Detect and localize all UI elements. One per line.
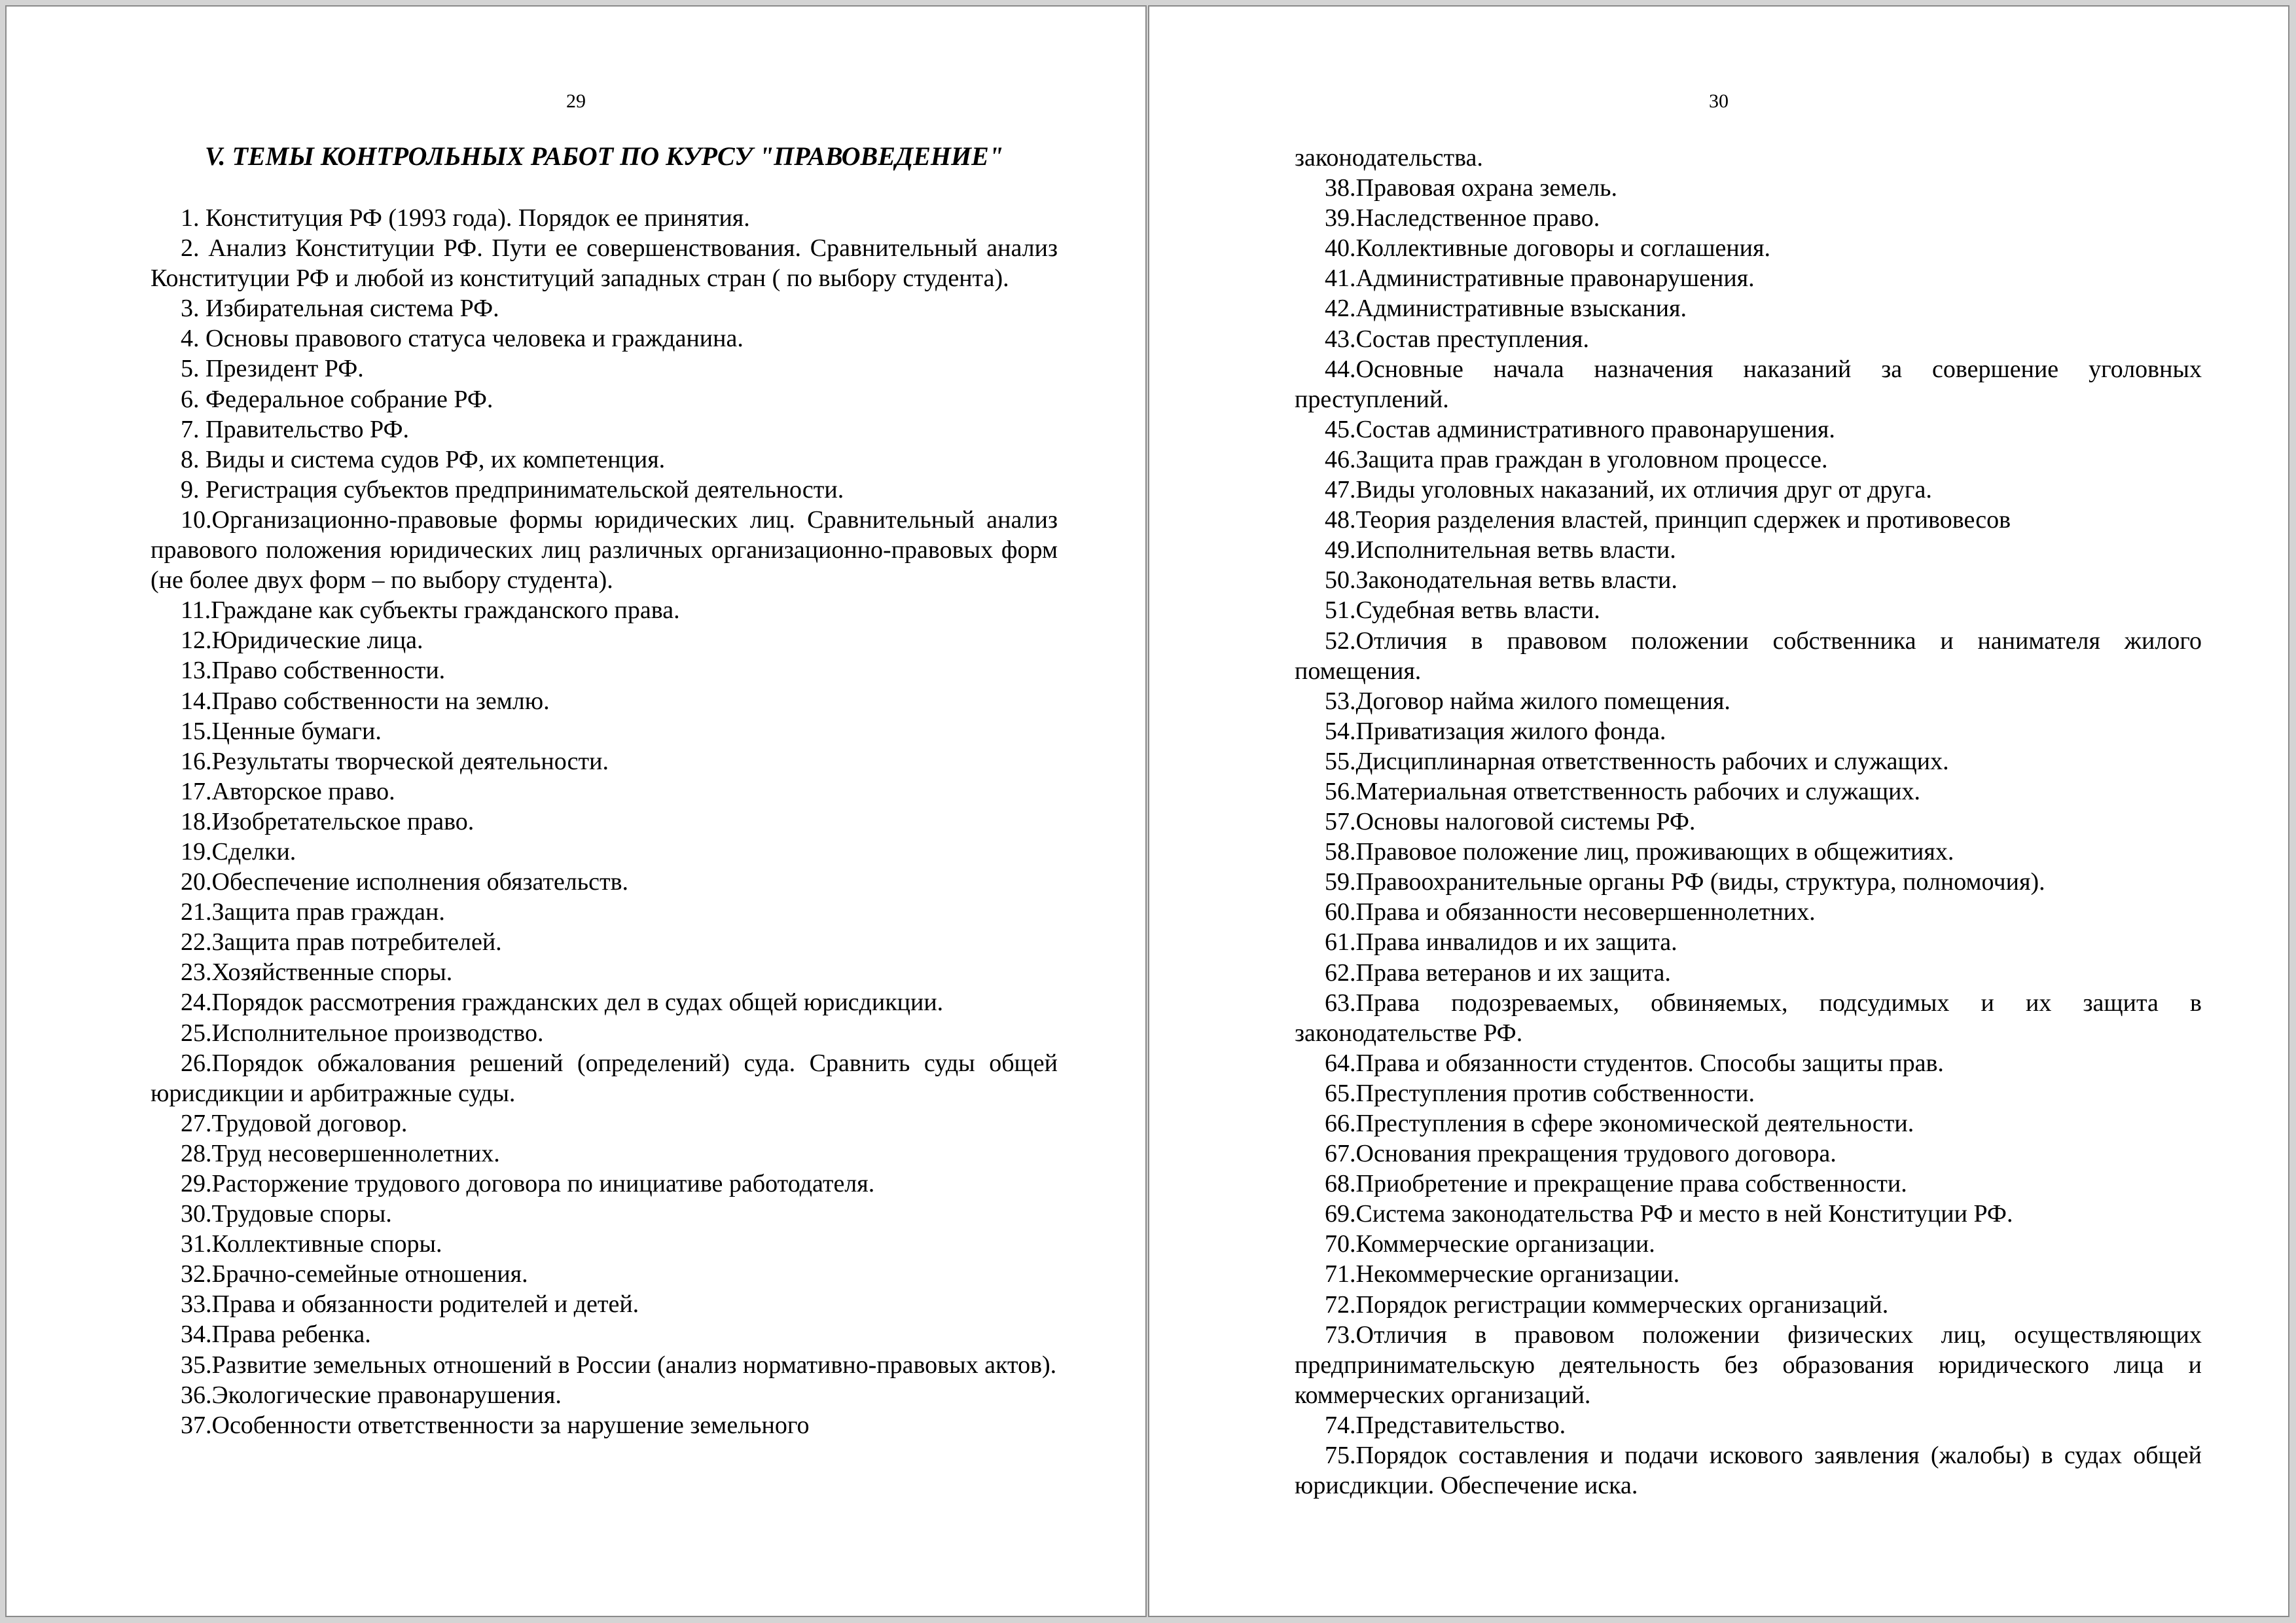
item-text: Состав преступления. [1355,325,1589,353]
item-number: 36. [181,1381,212,1409]
item-text: Обеспечение исполнения обязательств. [211,868,629,896]
list-item [151,837,1058,867]
item-text: Анализ Конституции РФ. Пути ее совершенствования. Сравнительный анализ Конституции РФ и любой из конституций западных стран ( по выбору студента). [151,234,1058,293]
item-number: 13. [181,657,212,685]
item-number: 61. [1325,928,1356,957]
item-number: 58. [1325,838,1356,866]
item-text: Коммерческие организации. [1355,1230,1655,1258]
item-number: 6. [181,385,200,413]
item-text: Правительство РФ. [199,415,410,443]
item-text: Виды уголовных наказаний, их отличия друг от друга. [1355,476,1932,504]
list-item [151,1289,1058,1319]
list-item [1295,837,2202,867]
item-text: Регистрация субъектов предпринимательской деятельности. [199,475,844,503]
list-item [1295,505,2202,535]
list-item [1295,414,2202,445]
list-item [151,957,1058,987]
item-number: 39. [1325,204,1356,232]
list-item [1295,354,2202,414]
item-number: 40. [1325,234,1356,263]
list-item [1295,1108,2202,1139]
item-text: Основные начала назначения наказаний за совершение уголовных преступлений. [1295,355,2202,413]
item-text: Труд несовершеннолетних. [211,1139,500,1167]
item-number: 48. [1325,506,1356,534]
item-text: Ценные бумаги. [211,717,382,745]
section-title: V. ТЕМЫ КОНТРОЛЬНЫХ РАБОТ ПО КУРСУ "ПРАВОВЕДЕНИЕ" [204,141,1004,171]
item-text: Сделки. [211,837,296,866]
item-number: 32. [181,1260,212,1288]
item-text: Порядок рассмотрения гражданских дел в судах общей юрисдикции. [211,989,944,1017]
item-number: 45. [1325,415,1356,443]
continuation-text: законодательства. [1295,144,1483,172]
item-number: 22. [181,928,212,957]
item-number: 4. [181,325,200,353]
list-item [151,1350,1058,1380]
item-number: 31. [181,1230,212,1258]
list-item [151,1380,1058,1410]
item-text: Преступления в сфере экономической деятельности. [1355,1110,1914,1137]
item-number: 67. [1325,1140,1356,1168]
list-item [151,445,1058,475]
item-text: Основания прекращения трудового договора. [1355,1140,1837,1168]
item-text: Права ребенка. [211,1321,371,1349]
item-text: Авторское право. [211,777,395,805]
list-item [1295,716,2202,746]
list-item [151,384,1058,414]
item-text: Преступления против собственности. [1355,1079,1755,1107]
item-text: Договор найма жилого помещения. [1355,687,1731,715]
item-text: Приватизация жилого фонда. [1355,717,1666,745]
item-text: Наследственное право. [1355,204,1600,232]
list-item [151,686,1058,716]
item-number: 71. [1325,1260,1356,1288]
item-number: 14. [181,687,212,715]
item-text: Расторжение трудового договора по инициативе работодателя. [211,1170,875,1197]
list-item [1295,535,2202,565]
item-number: 64. [1325,1049,1356,1077]
item-text: Правовая охрана земель. [1355,174,1617,202]
item-number: 12. [181,627,212,655]
list-item [151,927,1058,957]
item-text: Отличия в правовом положении собственника и нанимателя жилого помещения. [1295,627,2202,685]
list-item [151,323,1058,354]
page-number: 29 [566,90,586,112]
item-text: Основы правового статуса человека и гражданина. [199,325,744,353]
item-number: 44. [1325,355,1356,383]
item-number: 9. [181,475,200,503]
item-number: 41. [1325,264,1356,293]
item-text: Особенности ответственности за нарушение земельного [211,1411,810,1439]
item-text: Порядок регистрации коммерческих организаций. [1355,1290,1889,1319]
item-number: 50. [1325,566,1356,594]
list-item [1295,263,2202,293]
item-text: Хозяйственные споры. [211,958,453,987]
item-number: 65. [1325,1079,1356,1107]
item-number: 23. [181,958,212,987]
item-number: 15. [181,717,212,745]
list-item [1295,475,2202,505]
item-number: 42. [1325,295,1356,323]
list-item [1295,988,2202,1048]
item-text: Административные взыскания. [1355,295,1687,323]
item-number: 70. [1325,1230,1356,1258]
list-item [1295,173,2202,203]
item-number: 17. [181,777,212,805]
item-text: Результаты творческой деятельности. [211,747,609,775]
item-text: Представительство. [1355,1411,1566,1439]
item-number: 55. [1325,747,1356,775]
item-number: 52. [1325,627,1356,655]
item-text: Теория разделения властей, принцип сдержек и противовесов [1355,506,2011,534]
list-item [151,1410,1058,1440]
item-text: Конституция РФ (1993 года). Порядок ее принятия. [199,204,750,232]
item-text: Развитие земельных отношений в России (анализ нормативно-правовых актов). [211,1351,1057,1379]
list-item [1295,445,2202,475]
list-item [1295,1229,2202,1259]
item-number: 29. [181,1170,212,1197]
item-text: Президент РФ. [199,355,364,383]
item-number: 72. [1325,1290,1356,1319]
list-item [1295,927,2202,957]
item-number: 66. [1325,1110,1356,1137]
item-number: 2. [181,234,200,263]
item-text: Порядок составления и подачи искового заявления (жалобы) в судах общей юрисдикции. Обеспечение иска. [1295,1442,2202,1500]
item-text: Избирательная система РФ. [199,295,499,323]
list-item [151,1199,1058,1229]
list-item [1295,565,2202,595]
list-item [151,1018,1058,1048]
item-number: 47. [1325,476,1356,504]
item-number: 54. [1325,717,1356,745]
item-number: 74. [1325,1411,1356,1439]
item-number: 37. [181,1411,212,1439]
item-text: Дисциплинарная ответственность рабочих и служащих. [1355,747,1949,775]
list-item [151,475,1058,505]
item-number: 10. [181,505,212,534]
item-number: 68. [1325,1170,1356,1198]
item-text: Порядок обжалования решений (определений) суда. Сравнить суды общей юрисдикции и арбитражные суды. [151,1049,1058,1107]
list-item [1295,958,2202,988]
item-text: Правоохранительные органы РФ (виды, структура, полномочия). [1355,868,2045,896]
item-text: Система законодательства РФ и место в ней Конституции РФ. [1355,1200,2013,1228]
item-text: Трудовые споры. [211,1200,392,1228]
item-text: Права подозреваемых, обвиняемых, подсудимых и их защита в законодательстве РФ. [1295,989,2202,1047]
item-number: 18. [181,807,212,835]
item-text: Правовое положение лиц, проживающих в общежитиях. [1355,838,1954,866]
item-number: 51. [1325,596,1356,625]
item-text: Права и обязанности родителей и детей. [211,1290,639,1319]
list-item [151,1048,1058,1108]
item-text: Коллективные споры. [211,1230,442,1258]
item-number: 3. [181,295,200,323]
item-number: 75. [1325,1442,1356,1470]
item-number: 38. [1325,174,1356,202]
list-item [151,987,1058,1017]
item-number: 33. [181,1290,212,1319]
item-text: Организационно-правовые формы юридических лиц. Сравнительный анализ правового положения юридических лиц различных организационно-правовых форм (не более двух форм – по выбору студента). [151,505,1058,594]
item-number: 59. [1325,868,1356,896]
list-item [151,1169,1058,1199]
list-item [151,867,1058,897]
item-text: Состав административного правонарушения. [1355,415,1835,443]
page-number: 30 [1709,90,1729,112]
list-item [151,1229,1058,1259]
list-item [151,595,1058,625]
item-text: Защита прав потребителей. [211,928,502,957]
list-item [1295,897,2202,927]
item-text: Некоммерческие организации. [1355,1260,1680,1288]
list-item [151,776,1058,807]
item-number: 24. [181,989,212,1017]
list-item [151,1259,1058,1289]
item-text: Административные правонарушения. [1355,264,1755,293]
list-item [1295,1048,2202,1078]
item-text: Права ветеранов и их защита. [1355,958,1671,987]
list-item [151,807,1058,837]
list-item [1295,324,2202,354]
item-number: 62. [1325,958,1356,987]
list-item [1295,867,2202,897]
item-text: Право собственности на землю. [211,687,550,715]
list-item [151,414,1058,445]
list-item [151,233,1058,293]
item-number: 34. [181,1321,212,1349]
item-number: 69. [1325,1200,1356,1228]
list-item [151,897,1058,927]
item-number: 5. [181,355,200,383]
list-item [1295,746,2202,776]
item-text: Виды и система судов РФ, их компетенция. [199,445,666,473]
item-number: 57. [1325,808,1356,836]
item-number: 73. [1325,1321,1356,1349]
item-number: 46. [1325,445,1356,473]
item-text: Изобретательское право. [211,807,475,835]
item-number: 53. [1325,687,1356,715]
list-item [1295,626,2202,686]
item-text: Граждане как субъекты гражданского права. [211,596,680,625]
list-item [1295,1410,2202,1440]
item-number: 56. [1325,777,1356,805]
item-text: Приобретение и прекращение права собственности. [1355,1170,1907,1198]
item-text: Отличия в правовом положении физических лиц, осуществляющих предпринимательскую деятельность без образования юридического лица и коммерческих организаций. [1295,1321,2202,1409]
list-item [1295,1199,2202,1229]
item-text: Права и обязанности студентов. Способы защиты прав. [1355,1049,1944,1077]
item-number: 20. [181,868,212,896]
item-number: 16. [181,747,212,775]
list-item [1295,233,2202,263]
item-number: 27. [181,1109,212,1137]
item-text: Исполнительное производство. [211,1019,544,1047]
item-text: Защита прав граждан в уголовном процессе. [1355,445,1828,473]
topic-list [151,203,1058,1440]
item-text: Коллективные договоры и соглашения. [1355,234,1770,263]
item-text: Право собственности. [211,657,446,685]
item-number: 26. [181,1049,212,1077]
list-item [1295,1139,2202,1169]
list-item [1295,807,2202,837]
item-text: Трудовой договор. [211,1109,408,1137]
list-item [151,203,1058,233]
item-number: 49. [1325,536,1356,564]
list-item [151,746,1058,776]
item-text: Права инвалидов и их защита. [1355,928,1677,957]
item-number: 25. [181,1019,212,1047]
list-item [1295,1259,2202,1289]
item-text: Брачно-семейные отношения. [211,1260,528,1288]
item-number: 1. [181,204,200,232]
item-text: Юридические лица. [211,627,423,655]
list-item [1295,293,2202,323]
topic-list [1295,143,2202,1501]
item-number: 30. [181,1200,212,1228]
list-item [151,293,1058,323]
item-number: 8. [181,445,200,473]
list-item [151,354,1058,384]
list-item [151,505,1058,595]
list-item [1295,686,2202,716]
item-text: Материальная ответственность рабочих и служащих. [1355,777,1920,805]
item-text: Экологические правонарушения. [211,1381,562,1409]
item-number: 11. [181,596,211,625]
item-text: Защита прав граждан. [211,898,445,926]
list-item [1295,595,2202,625]
item-number: 19. [181,837,212,866]
list-item [151,1139,1058,1169]
item-number: 21. [181,898,212,926]
item-text: Законодательная ветвь власти. [1355,566,1677,594]
item-number: 60. [1325,898,1356,926]
page-29 [5,5,1147,1617]
list-item [151,1319,1058,1349]
item-text: Основы налоговой системы РФ. [1355,808,1696,836]
item-number: 43. [1325,325,1356,353]
item-text: Исполнительная ветвь власти. [1355,536,1676,564]
list-item [1295,776,2202,807]
list-item [1295,1169,2202,1199]
page-30 [1148,5,2289,1617]
list-item [151,716,1058,746]
item-number: 63. [1325,989,1356,1017]
list-item [151,655,1058,685]
list-item [1295,203,2202,233]
item-number: 7. [181,415,200,443]
item-text: Судебная ветвь власти. [1355,596,1600,625]
list-item [1295,1320,2202,1410]
item-text: Федеральное собрание РФ. [199,385,493,413]
item-number: 35. [181,1351,212,1379]
item-number: 28. [181,1139,212,1167]
list-item [151,625,1058,655]
item-text: Права и обязанности несовершеннолетних. [1355,898,1816,926]
list-item [1295,1440,2202,1501]
list-item [1295,1078,2202,1108]
list-item [1295,1290,2202,1320]
list-item [151,1108,1058,1139]
